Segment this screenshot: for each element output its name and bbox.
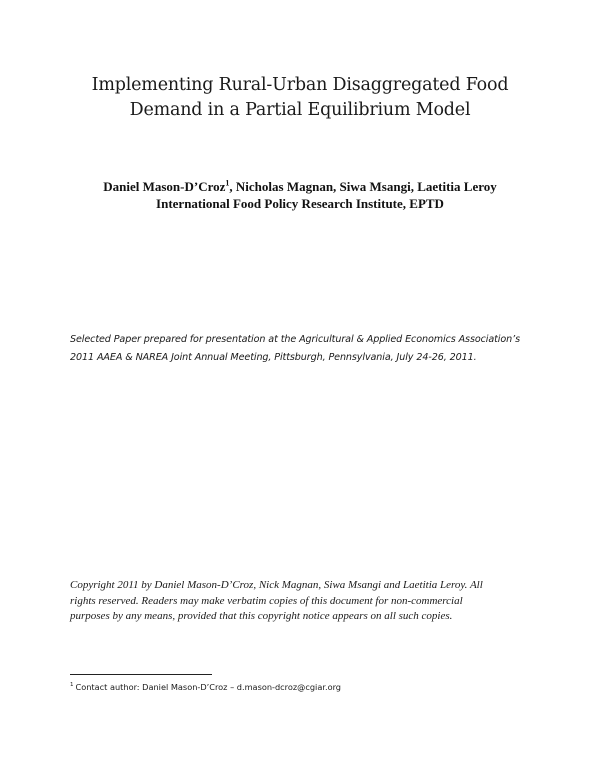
selected-paper-line-2: 2011 AAEA & NAREA Joint Annual Meeting, Pittsburgh, Pennsylvania, July 24-26, 2011. <box>70 351 477 363</box>
copyright-line-1: Copyright 2011 by Daniel Mason-D’Croz, Nick Magnan, Siwa Msangi and Laetitia Leroy. All <box>70 579 483 591</box>
paper-title-line-2: Demand in a Partial Equilibrium Model <box>129 100 471 120</box>
paper-title-line-1: Implementing Rural-Urban Disaggregated Food <box>91 75 509 95</box>
footnote <box>70 681 550 693</box>
author-block <box>40 178 560 212</box>
first-author: Daniel Mason-D’Croz <box>103 179 226 194</box>
copyright-line-3: purposes by any means, provided that this copyright notice appears on all such copies. <box>70 610 453 622</box>
author-affiliation: International Food Policy Research Institute, EPTD <box>156 196 444 211</box>
paper-title <box>60 73 540 123</box>
footnote-text: Contact author: Daniel Mason-D’Croz – d.mason-dcroz@cgiar.org <box>75 682 341 692</box>
author-names <box>40 178 560 195</box>
copyright-notice <box>70 578 550 625</box>
other-authors: , Nicholas Magnan, Siwa Msangi, Laetitia Leroy <box>229 179 497 194</box>
footnote-number: 1 <box>70 682 74 689</box>
footnote-divider <box>70 674 212 675</box>
copyright-line-2: rights reserved. Readers may make verbatim copies of this document for non-commercial <box>70 594 463 607</box>
selected-paper-note <box>70 331 550 366</box>
footnote-marker: 1 <box>225 178 230 188</box>
selected-paper-line-1: Selected Paper prepared for presentation at the Agricultural & Applied Economics Association’s <box>70 334 520 345</box>
